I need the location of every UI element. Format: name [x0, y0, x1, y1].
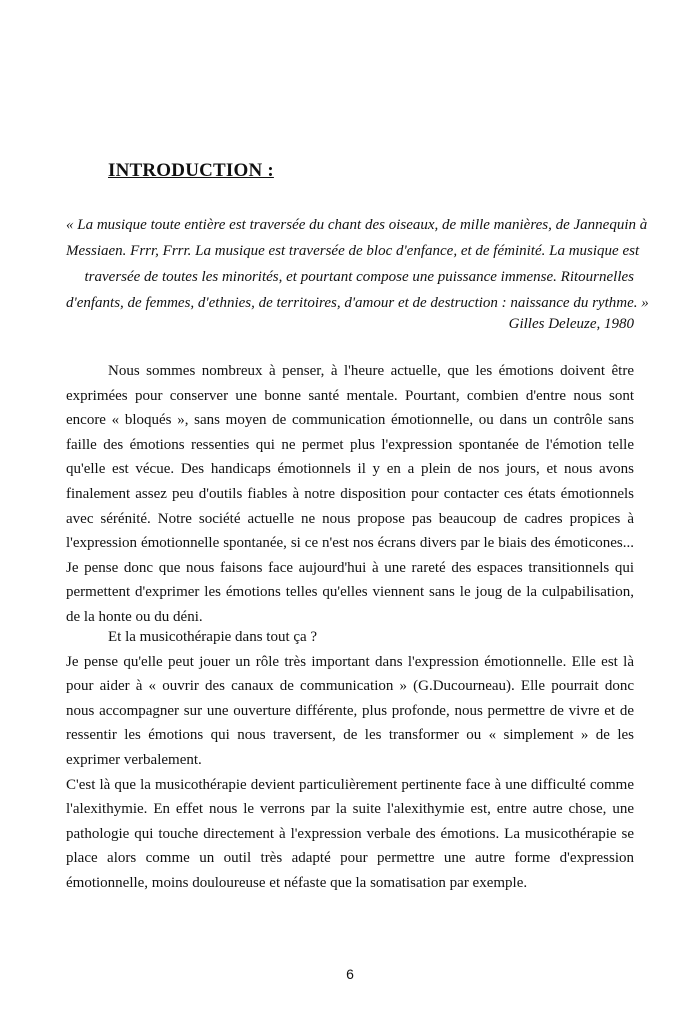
epigraph-line: « La musique toute entière est traversée du chant des oiseaux, de mille manières, de Jannequin à [66, 217, 648, 233]
body-paragraph-block [66, 625, 634, 896]
body-paragraph: Nous sommes nombreux à penser, à l'heure actuelle, que les émotions doivent être exprimées pour conserver une bonne santé mentale. Pourtant, combien d'entre nous sont encore « bloqués », sans moyen de communication émotionnelle, ou dans un contrôle sans faille des émotions ressenties qui ne permet plus l'expression spontanée de l'émotion telle qu'elle est vécue. Des handicaps émotionnels il y en a plein de nos jours, et nous avons finalement assez peu d'outils fiables à notre disposition pour contacter ces états émotionnels avec sérénité. Notre société actuelle ne nous propose pas beaucoup de cadres propices à l'expression émotionnelle spontanée, si ce n'est nos écrans divers par le biais des émoticones... Je pense donc que nous faisons face aujourd'hui à une rareté des espaces transitionnels qui permettent d'exprimer les émotions telles qu'elles viennent sans le joug de la culpabilisation, de la honte ou du déni. [66, 363, 634, 625]
body-paragraph: Et la musicothérapie dans tout ça ? [108, 629, 318, 645]
epigraph-line: traversée de toutes les minorités, et pourtant compose une puissance immense. Ritournelles [84, 269, 634, 285]
body-paragraph: C'est là que la musicothérapie devient particulièrement pertinente face à une difficulté comme l'alexithymie. En effet nous le verrons par la suite l'alexithymie est, entre autre chose, une pathologie qui touche directement à l'expression verbale des émotions. La musicothérapie se place alors comme un outil très adapté pour permettre une autre forme d'expression émotionnelle, moins douloureuse et néfaste que la somatisation par exemple. [66, 776, 634, 891]
epigraph-line: d'enfants, de femmes, d'ethnies, de territoires, d'amour et de destruction : naissance du rythme. » [66, 295, 649, 311]
section-title: INTRODUCTION : [108, 160, 274, 181]
body-paragraph: Je pense qu'elle peut jouer un rôle très important dans l'expression émotionnelle. Elle est là pour aider à « ouvrir des canaux de communication » (G.Ducourneau). Elle pourrait donc nous accompagner sur une ouverture différente, plus profonde, nous permettre de vivre et de ressentir les émotions qui nous traversent, de les transformer ou « simplement » de les exprimer verbalement. [66, 653, 634, 768]
body-paragraph-block [66, 359, 634, 630]
epigraph-author: Gilles Deleuze, 1980 [508, 316, 634, 332]
page-number: 6 [346, 966, 354, 982]
epigraph-line: Messiaen. Frrr, Frrr. La musique est traversée de bloc d'enfance, et de féminité. La musique est [66, 243, 640, 259]
epigraph-quote [66, 212, 649, 316]
